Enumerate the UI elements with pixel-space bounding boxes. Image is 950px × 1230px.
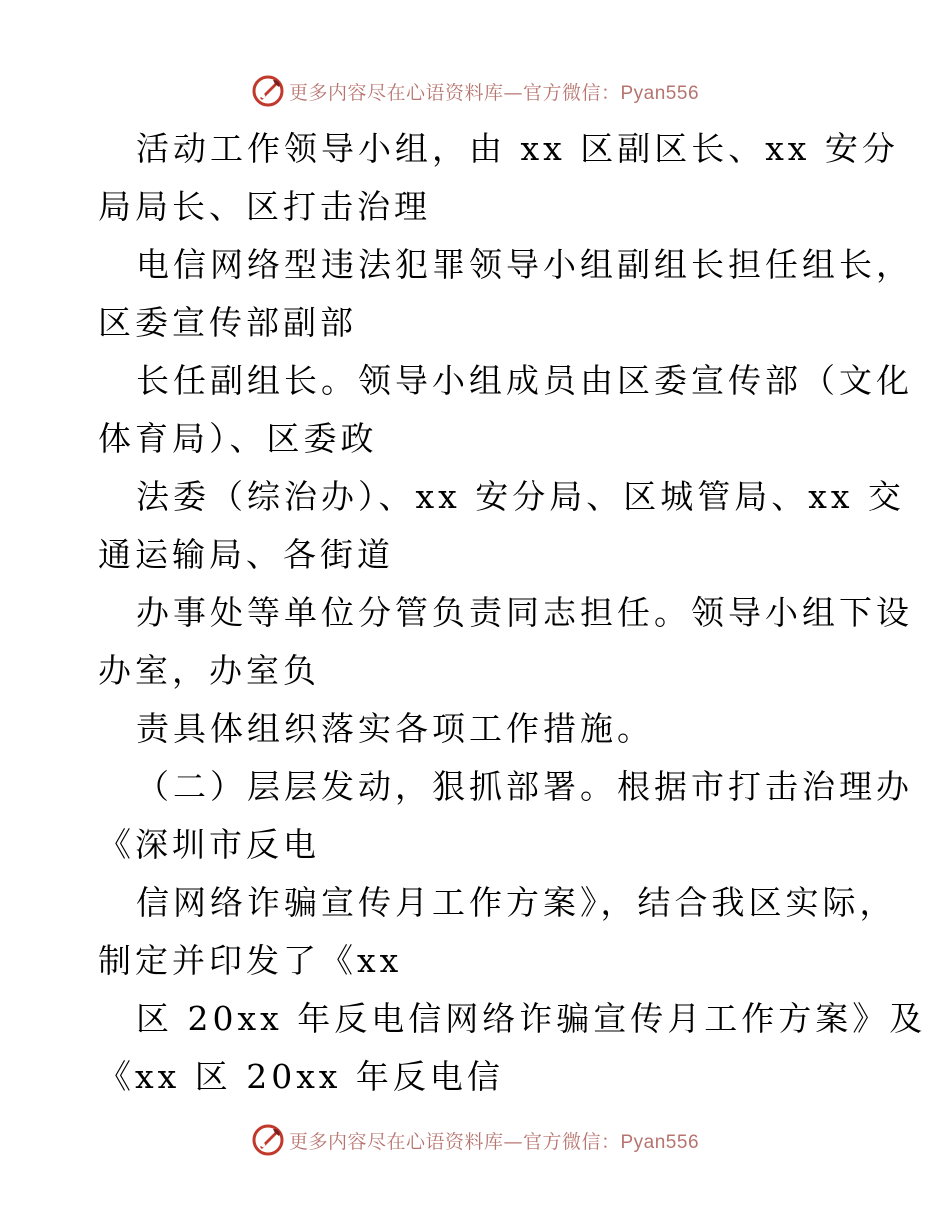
text-line: 信网络诈骗宣传月工作方案》，结合我区实际， <box>136 883 897 922</box>
text-line: 活动工作领导小组，由 xx 区副区长、xx 安分 <box>136 129 899 168</box>
text-line: 局局长、区打击治理 <box>98 187 431 226</box>
text-line: 区委宣传部副部 <box>98 303 357 342</box>
quill-logo-icon <box>251 74 285 108</box>
text-line: 体育局）、区委政 <box>98 419 378 458</box>
watermark-text <box>289 1127 699 1154</box>
watermark-text <box>289 78 699 105</box>
footer-watermark <box>0 1120 950 1160</box>
text-line: 责具体组织落实各项工作措施。 <box>136 709 654 748</box>
text-line: 通运输局、各街道 <box>98 535 394 574</box>
text-line: 办室，办室负 <box>98 651 320 690</box>
text-line: 长任副组长。领导小组成员由区委宣传部（文化 <box>136 361 913 400</box>
quill-logo-icon <box>251 1123 285 1157</box>
text-line: 制定并印发了《xx <box>98 941 403 980</box>
watermark-label: 更多内容尽在心语资料库—官方微信： <box>288 81 621 104</box>
wechat-id: Pyan556 <box>620 1131 700 1153</box>
watermark-label: 更多内容尽在心语资料库—官方微信： <box>288 1130 621 1153</box>
text-line: 办事处等单位分管负责同志担任。领导小组下设 <box>136 593 913 632</box>
text-line: 《深圳市反电 <box>98 825 320 864</box>
text-line: 法委（综治办）、xx 安分局、区城管局、xx 交 <box>136 477 905 516</box>
wechat-id: Pyan556 <box>620 82 700 104</box>
document-body <box>98 120 927 1106</box>
text-line: 区 20xx 年反电信网络诈骗宣传月工作方案》及 <box>136 999 927 1038</box>
text-line: （二）层层发动，狠抓部署。根据市打击治理办 <box>136 767 913 806</box>
text-line: 电信网络型违法犯罪领导小组副组长担任组长， <box>136 245 913 284</box>
text-line: 《xx 区 20xx 年反电信 <box>98 1057 504 1096</box>
header-watermark <box>0 71 950 111</box>
